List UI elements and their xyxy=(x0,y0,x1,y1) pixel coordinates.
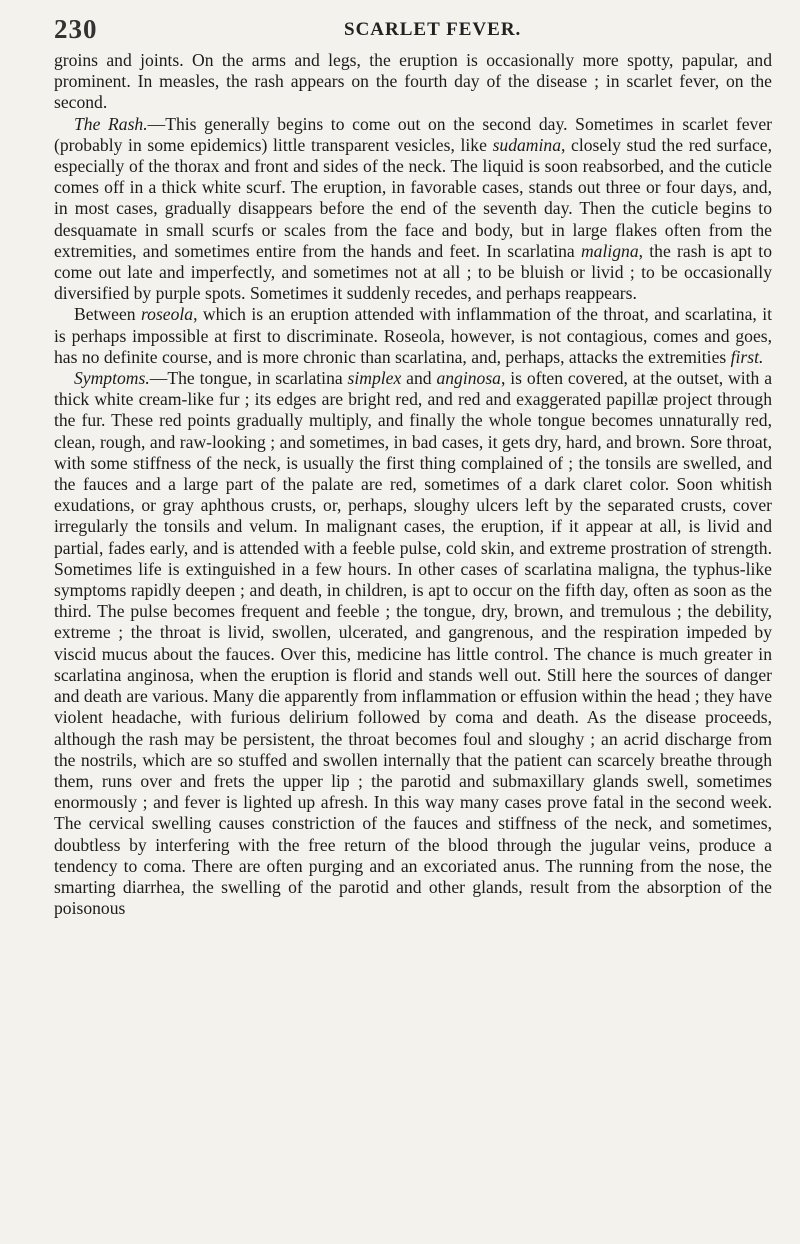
paragraph xyxy=(54,304,772,368)
paragraph xyxy=(54,50,772,114)
italic-text: roseola xyxy=(140,304,194,325)
text-run: —This generally begins to come out on the second day. Sometimes in scarlet fever (probably in some epidemics) little transparent vesicles, like xyxy=(54,113,772,155)
italic-text: maligna xyxy=(580,240,639,261)
paragraph xyxy=(54,114,772,305)
italic-text: The Rash. xyxy=(74,113,148,134)
italic-text: anginosa xyxy=(436,368,501,389)
paragraph xyxy=(54,368,772,919)
page-number: 230 xyxy=(54,14,98,44)
text-run: , closely stud the red surface, especially of the thorax and front and sides of the neck. The liquid is soon reabsorbed, and the cuticle comes off in a thick white scurf. The eruption, in favorable cases, stands out three or four days, and, in most cases, gradually disappears before the end of the seventh day. Then the cuticle begins to desquamate in small scurfs or scales from the face and body, but in large flakes often from the extremities, and sometimes entire from the hands and feet. In scarlatina xyxy=(54,134,772,261)
italic-text: Symptoms. xyxy=(74,368,150,389)
text-run: —The tongue, in scarlatina xyxy=(149,368,348,389)
running-title: SCARLET FEVER. xyxy=(344,19,522,40)
text-run: Between xyxy=(74,304,141,325)
text-run: , which is an eruption attended with inflammation of the throat, and scarlatina, it is perhaps impossible at first to discriminate. Roseola, however, is not contagious, comes and goes, has no definite course, and is more chronic than scarlatina, and, perhaps, attacks the extremities xyxy=(54,304,773,367)
running-head xyxy=(54,14,772,44)
text-run: groins and joints. On the arms and legs, the eruption is occasionally more spotty, papular, and prominent. In measles, the rash appears on the fourth day of the disease ; in scarlet fever, on the second. xyxy=(54,50,772,113)
text-run: , the rash is apt to come out late and imperfectly, and sometimes not at all ; to be bluish or livid ; to be occasionally diversified by purple spots. Sometimes it suddenly recedes, and perhaps reappears. xyxy=(54,240,772,304)
text-run: and xyxy=(401,368,437,389)
italic-text: first. xyxy=(730,346,764,367)
body-text xyxy=(54,50,772,919)
text-run: , is often covered, at the outset, with a thick white cream-like fur ; its edges are bright red, and red and exaggerated papillæ project through the fur. These red points gradually multiply, and finally the whole tongue becomes unnaturally red, clean, rough, and raw-looking ; and sometimes, in bad cases, it gets dry, hard, and brown. Sore throat, with some stiffness of the neck, is usually the first thing complained of ; the tonsils are swelled, and the fauces and a large part of the palate are red, sometimes of a dark claret color. Soon whitish exudations, or gray aphthous crusts, or, perhaps, sloughy ulcers left by the separated crusts, cover irregularly the tonsils and velum. In malignant cases, the eruption, if it appear at all, is livid and partial, fades early, and is attended with a feeble pulse, cold skin, and extreme prostration of strength. Sometimes life is extinguished in a few hours. In other cases of scarlatina maligna, the typhus-like symptoms rapidly deepen ; and death, in children, is apt to occur on the fifth day, often as soon as the third. The pulse becomes frequent and feeble ; the tongue, dry, brown, and tremulous ; the debility, extreme ; the throat is livid, swollen, ulcerated, and gangrenous, and the respiration impeded by viscid mucus about the fauces. Over this, medicine has little control. The chance is much greater in scarlatina anginosa, when the eruption is florid and stands well out. Still here the sources of danger and death are various. Many die apparently from inflammation or effusion within the head ; they have violent headache, with furious delirium followed by coma and death. As the disease proceeds, although the rash may be persistent, the throat becomes foul and sloughy ; an acrid discharge from the nostrils, which are so stuffed and swollen internally that the patient can scarcely breathe through them, runs over and frets the upper lip ; the parotid and submaxillary glands swell, sometimes enormously ; and fever is lighted up afresh. In this way many cases prove fatal in the second week. The cervical swelling causes constriction of the fauces and stiffness of the neck, and sometimes, doubtless by interfering with the free return of the blood through the jugular veins, produce a tendency to coma. There are often purging and an excoriated anus. The running from the nose, the smarting diarrhea, the swelling of the parotid and other glands, result from the absorption of the poisonous xyxy=(54,368,773,919)
italic-text: sudamina xyxy=(492,134,561,155)
italic-text: simplex xyxy=(347,368,402,389)
